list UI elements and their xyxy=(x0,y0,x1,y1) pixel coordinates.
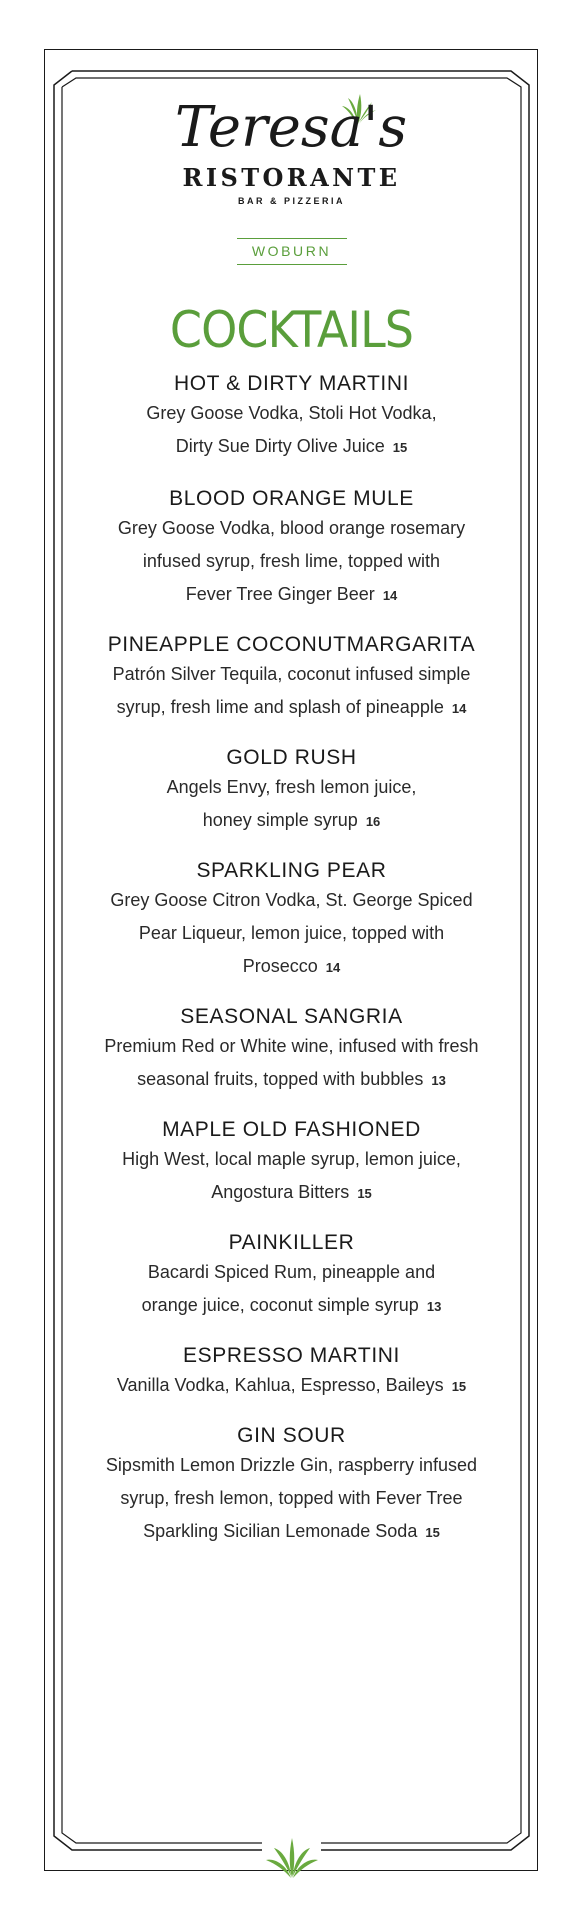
menu-content xyxy=(70,86,513,1549)
description-line xyxy=(72,658,511,691)
description-text: honey simple syrup xyxy=(202,810,358,830)
description-line xyxy=(72,1143,511,1176)
menu-item xyxy=(70,1230,513,1323)
description-text: Patrón Silver Tequila, coconut infused simple xyxy=(112,664,471,684)
menu-item-name: PAINKILLER xyxy=(228,1231,355,1254)
description-text: Premium Red or White wine, infused with fresh xyxy=(104,1036,479,1056)
logo xyxy=(70,86,513,238)
description-line xyxy=(72,1369,511,1403)
description-line xyxy=(72,1515,511,1549)
description-line xyxy=(72,691,511,725)
description-text: syrup, fresh lime and splash of pineapple xyxy=(116,697,444,717)
menu-item-price: 15 xyxy=(425,1525,440,1540)
menu-item-description xyxy=(70,884,513,984)
menu-item xyxy=(70,745,513,838)
description-line xyxy=(72,884,511,917)
menu-item-price: 15 xyxy=(357,1186,372,1201)
menu-item xyxy=(70,1423,513,1549)
description-text: Angels Envy, fresh lemon juice, xyxy=(166,777,417,797)
description-line xyxy=(72,545,511,578)
description-line xyxy=(72,950,511,984)
menu-item xyxy=(70,632,513,725)
description-text: orange juice, coconut simple syrup xyxy=(141,1295,419,1315)
menu-item xyxy=(70,1117,513,1210)
menu-item-description xyxy=(70,1030,513,1097)
description-text: syrup, fresh lemon, topped with Fever Tree xyxy=(120,1488,463,1508)
menu-item-name: ESPRESSO MARTINI xyxy=(183,1344,400,1367)
description-line xyxy=(72,397,511,430)
menu-item xyxy=(70,371,513,464)
description-line xyxy=(72,512,511,545)
menu-item-name: MAPLE OLD FASHIONED xyxy=(162,1118,421,1141)
description-text: seasonal fruits, topped with bubbles xyxy=(137,1069,424,1089)
logo-script-text: Teresa's xyxy=(174,95,408,160)
leaf-icon xyxy=(262,1834,322,1882)
description-line xyxy=(72,1030,511,1063)
description-text: Sparkling Sicilian Lemonade Soda xyxy=(143,1521,418,1541)
section-title: COCKTAILS xyxy=(169,301,414,359)
description-line xyxy=(72,1482,511,1515)
menu-item-price: 15 xyxy=(392,440,408,455)
menu-item-price: 14 xyxy=(382,588,398,603)
menu-item-name: HOT & DIRTY MARTINI xyxy=(173,372,410,395)
menu-item-description xyxy=(70,1256,513,1323)
menu-item-price: 14 xyxy=(451,701,467,716)
description-line xyxy=(72,430,511,464)
description-text: Grey Goose Vodka, Stoli Hot Vodka, xyxy=(146,403,437,423)
description-line xyxy=(72,1256,511,1289)
description-line xyxy=(72,1063,511,1097)
menu-item-description xyxy=(70,771,513,838)
menu-item-name: GIN SOUR xyxy=(237,1424,346,1447)
menu-item xyxy=(70,1343,513,1403)
description-line xyxy=(72,1449,511,1482)
menu-item-name: BLOOD ORANGE MULE xyxy=(169,487,414,510)
menu-item-name: SPARKLING PEAR xyxy=(196,859,387,882)
description-text: Grey Goose Citron Vodka, St. George Spiced xyxy=(110,890,473,910)
logo-script xyxy=(70,86,513,166)
description-text: Dirty Sue Dirty Olive Juice xyxy=(175,436,385,456)
brand-name: RISTORANTE xyxy=(182,163,401,192)
description-line xyxy=(72,578,511,612)
menu-item xyxy=(70,1004,513,1097)
menu-item-name: GOLD RUSH xyxy=(226,746,357,769)
description-line xyxy=(72,771,511,804)
location-label: WOBURN xyxy=(237,238,347,265)
description-text: Angostura Bitters xyxy=(211,1182,350,1202)
description-line xyxy=(72,917,511,950)
menu-item-price: 15 xyxy=(451,1379,467,1394)
description-text: Pear Liqueur, lemon juice, topped with xyxy=(138,923,445,943)
menu-item xyxy=(70,486,513,612)
menu-item-description xyxy=(70,1449,513,1549)
description-text: Sipsmith Lemon Drizzle Gin, raspberry infused xyxy=(105,1455,478,1475)
description-text: Prosecco xyxy=(242,956,318,976)
description-text: Grey Goose Vodka, blood orange rosemary xyxy=(117,518,466,538)
menu-item-name: SEASONAL SANGRIA xyxy=(180,1005,403,1028)
menu-item-description xyxy=(70,397,513,464)
menu-item-description xyxy=(70,658,513,725)
menu-item xyxy=(70,858,513,984)
description-text: infused syrup, fresh lime, topped with xyxy=(142,551,441,571)
menu-item-description xyxy=(70,1143,513,1210)
description-text: High West, local maple syrup, lemon juice, xyxy=(122,1149,461,1169)
menu-item-price: 13 xyxy=(426,1299,442,1314)
menu-item-price: 16 xyxy=(365,814,381,829)
menu-item-name: PINEAPPLE COCONUTMARGARITA xyxy=(107,633,476,656)
description-line xyxy=(72,804,511,838)
description-line xyxy=(72,1176,511,1210)
description-text: Bacardi Spiced Rum, pineapple and xyxy=(147,1262,436,1282)
menu-item-price: 13 xyxy=(431,1073,446,1088)
menu-item-description xyxy=(70,512,513,612)
description-text: Fever Tree Ginger Beer xyxy=(185,584,375,604)
menu-item-price: 14 xyxy=(325,960,341,975)
menu-items xyxy=(70,371,513,1549)
brand-subtitle: BAR & PIZZERIA xyxy=(238,196,345,206)
menu-item-description xyxy=(70,1369,513,1403)
description-text: Vanilla Vodka, Kahlua, Espresso, Baileys xyxy=(116,1375,444,1395)
description-line xyxy=(72,1289,511,1323)
